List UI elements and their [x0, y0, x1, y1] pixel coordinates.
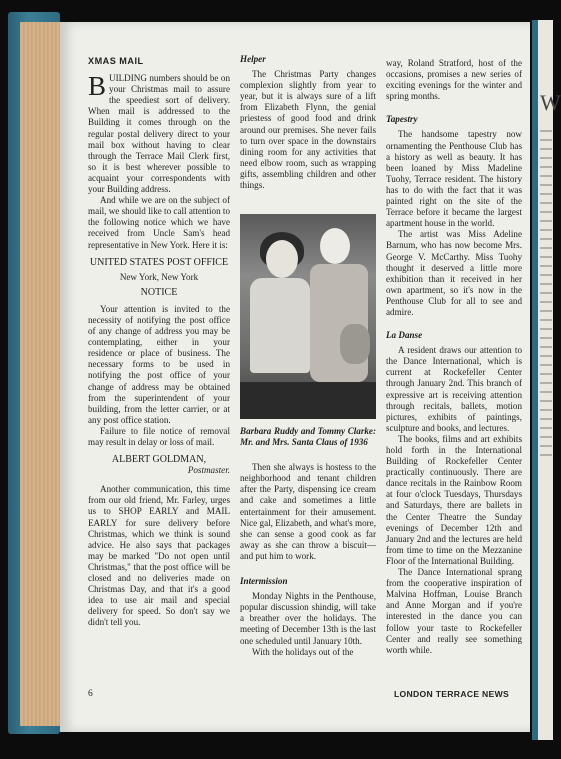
photo-girl-face [266, 240, 298, 278]
notice-org: UNITED STATES POST OFFICE [89, 256, 229, 268]
heading-intermission: Intermission [240, 576, 288, 587]
notice-heading: NOTICE [140, 286, 178, 298]
helper-text-2: Then she always is hostess to the neighborhood and tenant children after the Party, dispensing ice cream and cake and sometimes a little entertainment for their amusement. Nice gal, Elizabeth, and what's more, she can sense a good cook as far away as she can throw a biscuit—and put him to work. [240, 462, 376, 561]
heading-helper: Helper [240, 54, 266, 64]
intermission-text-2: With the holidays out of the [252, 646, 354, 657]
la-danse-text-3: The Dance International sprang from the cooperative inspiration of Malvina Hoffman, Louise Branch and Anne Morgan and if you're interested in the dance you can follow your taste to Rockefeller Center and really see something worth while. [386, 567, 522, 655]
middle-column-lower [240, 426, 376, 658]
intermission-text: Monday Nights in the Penthouse, popular discussion shindig, will take a breather over the holidays. The meeting of December 13th is the last one scheduled until January 10th. [240, 591, 376, 646]
notice-body-2: Failure to file notice of removal may result in delay or loss of mail. [88, 425, 230, 447]
signature-name: ALBERT GOLDMAN, [111, 454, 207, 466]
left-column [88, 56, 230, 629]
photo-toy [340, 324, 370, 364]
photo-caption: Barbara Ruddy and Tommy Clarke: Mr. and Mrs. Santa Claus of 1936 [240, 426, 376, 448]
photo-boy-costume [310, 264, 368, 382]
xmas-mail-para2: And while we are on the subject of mail, we should like to call attention to the following notice which we have received from Uncle Sam's head representative in New York. Here it is: [88, 195, 230, 250]
la-danse-text: A resident draws our attention to the Dance International, which is current at Rockefeller Center through January 2nd. This branch of expressive art is receiving attention through recitals, ballets, motion pictures, exhibits of paintings, sculpture and books, and lectures. [386, 345, 522, 433]
right-column [386, 58, 522, 656]
photo-floor [240, 382, 376, 419]
xmas-mail-para3: Another communication, this time from our old friend, Mr. Farley, urges us to SHOP EARLY and MAIL EARLY for sure delivery before Christmas, which we think is sound advice. He also says that packages may be marked "Do not open until Christmas," that the post office will be closed and no deliveries made on Christmas Day, and that it's a good idea to use air mail and special delivery for speed. So don't say we didn't tell you. [88, 484, 230, 628]
middle-column [240, 54, 376, 191]
photo-boy-face [320, 228, 350, 264]
facing-page-fragment: W [540, 90, 561, 115]
page-number: 6 [88, 689, 93, 699]
page-edges [20, 22, 62, 726]
notice-body: Your attention is invited to the necessity of notifying the post office of any change of address you may be contemplating, either in your residence or place of business. The necessary forms to be used in notifying the post office of your change of address may be obtained from the superintendent of your building, from the letter carrier, or at any post office station. [88, 303, 230, 425]
facing-page-binding [532, 20, 538, 740]
magazine-page [60, 22, 530, 732]
facing-page-text-lines [540, 130, 552, 460]
photo-girl-costume [250, 278, 310, 373]
article-title-xmas-mail: XMAS MAIL [88, 56, 144, 66]
drop-cap: B [88, 71, 107, 102]
santa-photo [240, 214, 376, 419]
signature-title: Postmaster. [187, 465, 230, 476]
tapestry-text-2: The artist was Miss Adeline Barnum, who has now become Mrs. George V. McCarthy. Miss Tuohy thought it deserved a little more exhibition than it received in her own apartment, so it's now in the Penthouse Club for all to see and admire. [386, 229, 522, 317]
heading-tapestry: Tapestry [386, 114, 418, 125]
facing-page-edge [532, 20, 561, 740]
heading-la-danse: La Danse [386, 330, 423, 341]
la-danse-text-2: The books, films and art exhibits hold forth in the International Building of Rockefeller Center practically continuously. There are dance recitals in the Rainbow Room at four o'clock Tuesdays, Thursdays and Saturdays, there are ballets in the Center Theatre the Sunday evenings of December 12th and January 2nd and the lectures are held from time to time on the Mezzanine Floor of the International Building. [386, 433, 522, 566]
notice-city: New York, New York [119, 271, 199, 282]
stratford-continued: way, Roland Stratford, host of the occasions, promises a new series of exciting evenings for the winter and spring months. [386, 58, 522, 102]
xmas-mail-intro: BUILDING numbers should be on your Christmas mail to assure the speediest sort of delivery. When mail is addressed to the Building it comes through on the regular postal delivery direct to your mail box without having to clear through the Terrace Mail Clerk first, so it is best wherever possible to acquaint your correspondents with your Building address. [88, 71, 230, 195]
helper-text: The Christmas Party changes complexion slightly from year to year, but it is always sure of a lift from Elizabeth Flynn, the genial priestess of good food and drink around our premises. She never fails to turn over space in the downstairs dining room for any activities that need elbow room, such as wrapping gifts, assembling children and other things. [240, 69, 376, 191]
tapestry-text: The handsome tapestry now ornamenting the Penthouse Club has a history as well as beauty. It has been loaned by Miss Madeline Tuohy, Terrace resident. The history has to do with the fact that it was painted right on the site of the Terrace before it became the largest apartment house in the world. [386, 129, 522, 229]
publication-name: LONDON TERRACE NEWS [394, 689, 510, 699]
